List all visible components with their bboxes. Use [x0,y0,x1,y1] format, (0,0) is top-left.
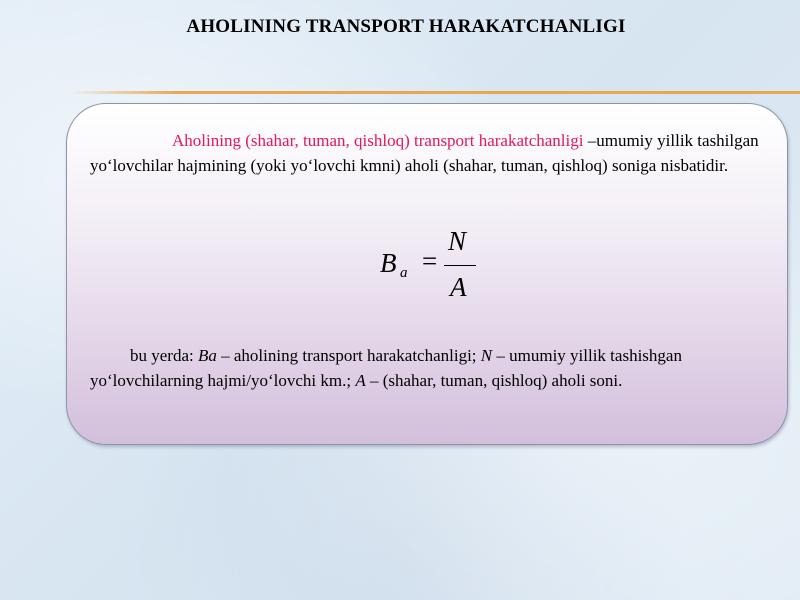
fraction-bar [444,265,476,266]
explanation-paragraph [90,343,750,393]
symbol-a: A [355,371,366,390]
formula [380,228,500,304]
slide-title: AHOLINING TRANSPORT HARAKATCHANLIGI [186,16,626,37]
formula-lhs-subscript: a [400,265,408,281]
symbol-n: N [480,346,493,365]
explanation-intro: bu yerda: [130,346,198,365]
title-divider [68,91,800,94]
definition-paragraph [90,128,770,178]
symbol-ba: Ba [197,346,217,365]
definition-n: – umumiy yillik tashishgan yo‘lovchilarning hajmi/yo‘lovchi km.; [90,346,682,390]
definition-term: Aholining (shahar, tuman, qishloq) transport harakatchanligi [172,131,584,150]
definition-ba: – aholining transport harakatchanligi; [216,346,481,365]
formula-numerator: N [448,226,467,256]
definition-text: –umumiy yillik tashilgan yo‘lovchilar hajmining (yoki yo‘lovchi kmni) aholi (shahar, tuman, qishloq) soniga nisbatidir. [90,131,759,175]
definition-a: – (shahar, tuman, qishloq) aholi soni. [365,371,623,390]
formula-equals: = [422,246,438,276]
formula-lhs: B [380,248,397,278]
formula-denominator: A [450,272,467,302]
